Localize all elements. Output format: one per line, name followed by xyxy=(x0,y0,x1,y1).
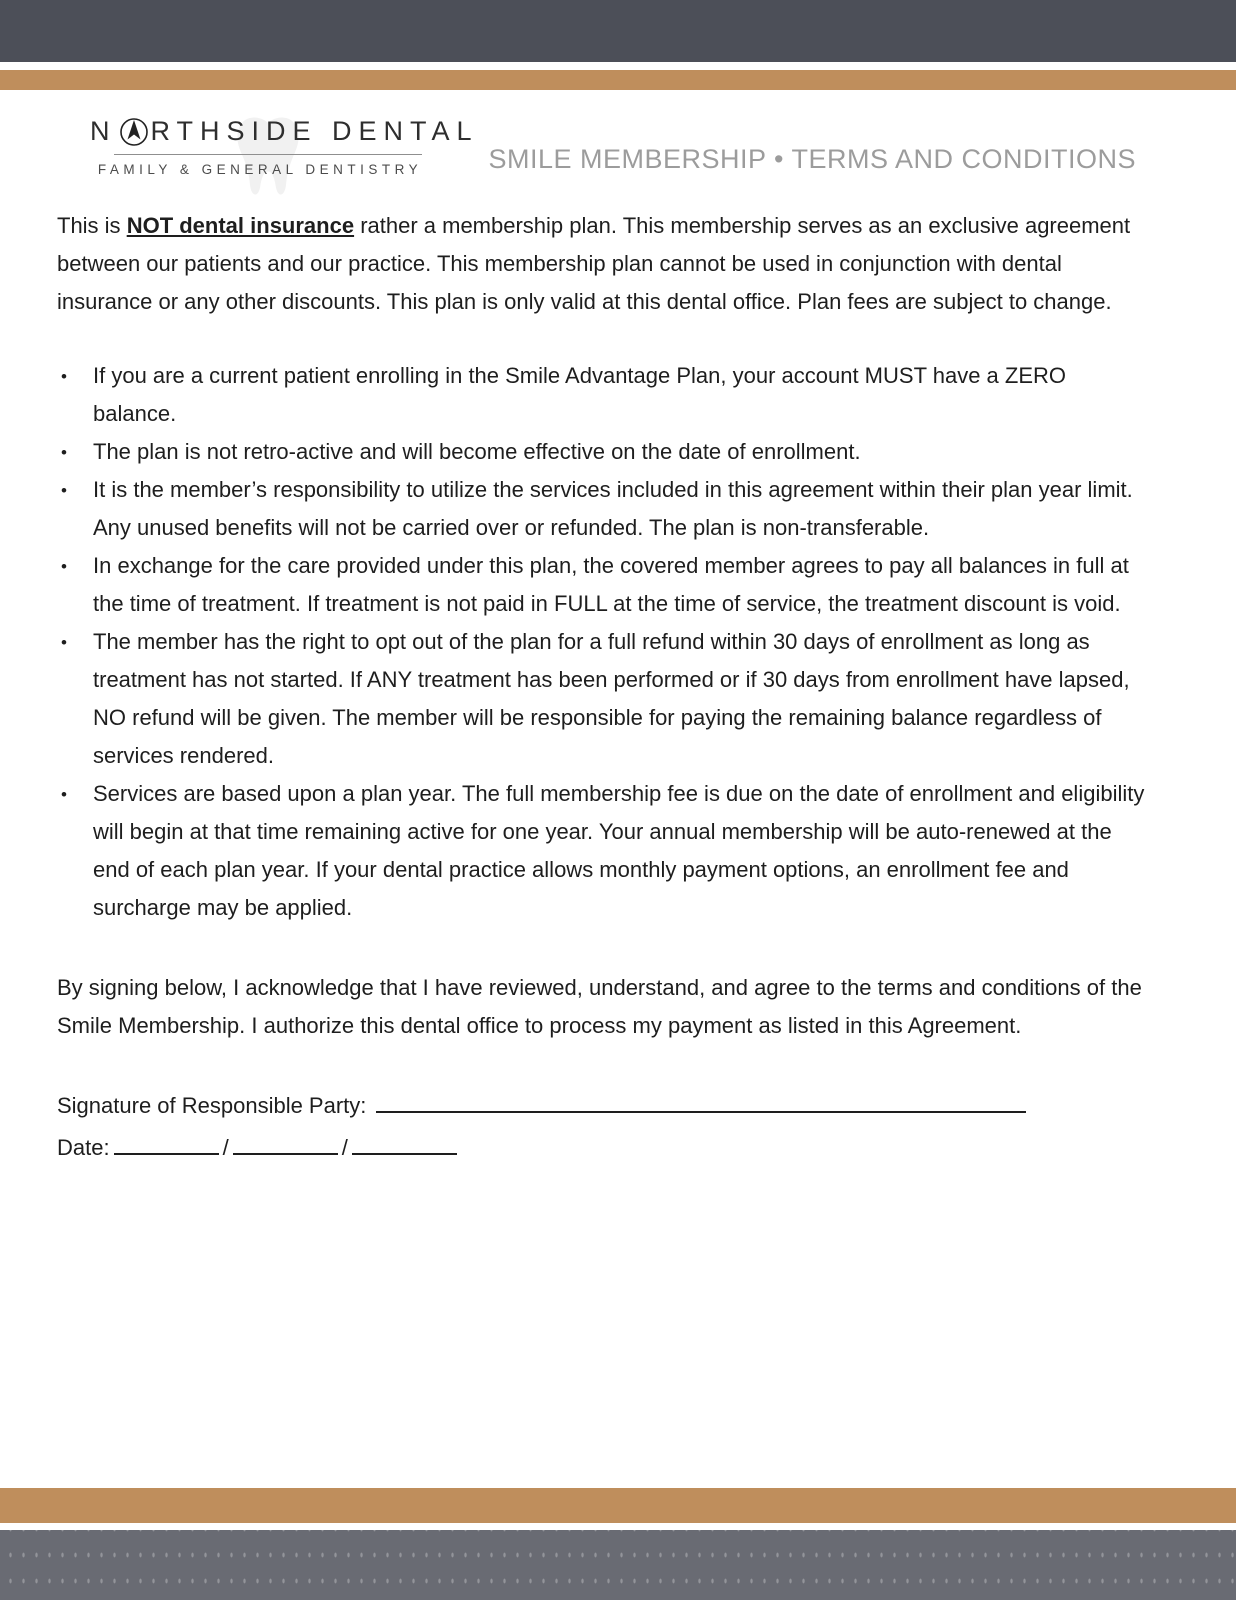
list-item: • Services are based upon a plan year. The full membership fee is due on the date of enrollment and eligibility will begin at that time remaining active for one year. Your annual membership will be auto-renewed at the end of each plan year. If your dental practice allows monthly payment options, an enrollment fee and surcharge may be applied. xyxy=(57,775,1150,927)
list-item: • The plan is not retro-active and will become effective on the date of enrollment. xyxy=(57,433,1150,471)
compass-o-icon xyxy=(119,117,149,147)
intro-suffix: rather a membership plan. This membership serves as an exclusive agreement between our patients and our practice. This membership plan cannot be used in conjunction with dental insurance or any other discounts. This plan is only valid at this dental office. Plan fees are subject to change. xyxy=(57,213,1131,314)
signature-block xyxy=(57,1085,1150,1169)
logo-name xyxy=(90,116,479,147)
intro-emphasis: NOT dental insurance xyxy=(126,213,355,238)
intro-paragraph xyxy=(57,207,1150,321)
date-month-line xyxy=(114,1133,219,1155)
logo-name-first-letter: N xyxy=(90,116,117,146)
date-day-line xyxy=(233,1133,338,1155)
list-item: • In exchange for the care provided under this plan, the covered member agrees to pay all balances in full at the time of treatment. If treatment is not paid in FULL at the time of service, the treatment discount is void. xyxy=(57,547,1150,623)
top-dark-bar xyxy=(0,0,1236,62)
list-item: • The member has the right to opt out of the plan for a full refund within 30 days of enrollment as long as treatment has not started. If ANY treatment has been performed or if 30 days from enrollment have lapsed, NO refund will be given. The member will be responsible for paying the remaining balance regardless of services rendered. xyxy=(57,623,1150,775)
document-body xyxy=(0,177,1236,1169)
practice-logo xyxy=(90,116,479,177)
list-item: • If you are a current patient enrolling in the Smile Advantage Plan, your account MUST have a ZERO balance. xyxy=(57,357,1150,433)
list-item: • It is the member’s responsibility to utilize the services included in this agreement within their plan year limit. Any unused benefits will not be carried over or refunded. The plan is non-transferable. xyxy=(57,471,1150,547)
signature-line xyxy=(376,1091,1026,1113)
date-label: Date: xyxy=(57,1135,110,1160)
terms-list xyxy=(57,357,1150,927)
logo-subtitle: FAMILY & GENERAL DENTISTRY xyxy=(97,162,423,177)
signature-row xyxy=(57,1085,1150,1127)
document-footer xyxy=(0,1488,1236,1600)
date-separator: / xyxy=(222,1135,229,1160)
top-accent-bar xyxy=(0,70,1236,90)
bottom-accent-bar xyxy=(0,1488,1236,1523)
acknowledgement-paragraph: By signing below, I acknowledge that I have reviewed, understand, and agree to the terms and conditions of the Smile Membership. I authorize this dental office to process my payment as listed in this Agreement. xyxy=(57,975,1142,1038)
page-title: SMILE MEMBERSHIP • TERMS AND CONDITIONS xyxy=(488,144,1136,174)
signature-label: Signature of Responsible Party: xyxy=(57,1093,367,1118)
bottom-dark-bar xyxy=(0,1530,1236,1600)
document-header xyxy=(0,90,1236,177)
logo-name-rest: RTHSIDE DENTAL xyxy=(150,116,479,146)
logo-divider xyxy=(114,154,422,155)
date-row xyxy=(57,1127,1150,1169)
intro-prefix: This is xyxy=(57,213,127,238)
date-separator: / xyxy=(341,1135,348,1160)
date-year-line xyxy=(352,1133,457,1155)
